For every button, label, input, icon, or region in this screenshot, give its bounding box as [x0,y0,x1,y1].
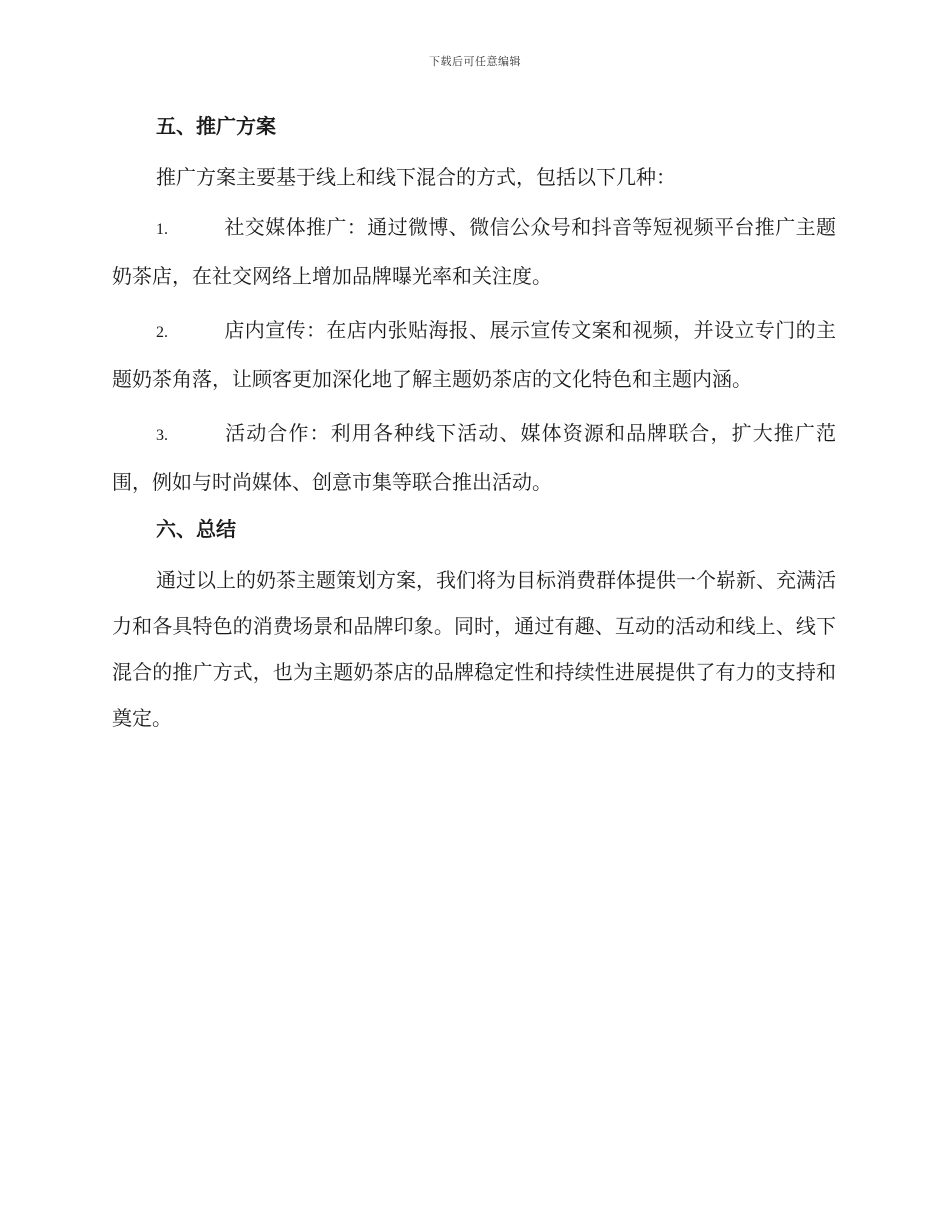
section-6-body: 通过以上的奶茶主题策划方案，我们将为目标消费群体提供一个崭新、充满活力和各具特色的消费场景和品牌印象。同时，通过有趣、互动的活动和线上、线下混合的推广方式，也为主题奶茶店的品牌稳定性和持续性进展提供了有力的支持和奠定。 [112,568,836,730]
list-item-3 [112,410,836,505]
list-item-2 [112,307,836,402]
document-body [112,108,836,741]
list-item-3-text: 活动合作：利用各种线下活动、媒体资源和品牌联合，扩大推广范围，例如与时尚媒体、创意市集等联合推出活动。 [112,421,836,494]
list-item-3-number: 3. [156,427,168,444]
section-5-heading: 五、推广方案 [156,114,276,138]
list-item-1-text: 社交媒体推广：通过微博、微信公众号和抖音等短视频平台推广主题奶茶店，在社交网络上增加品牌曝光率和关注度。 [112,215,836,288]
list-item-1 [112,204,836,299]
list-item-2-text: 店内宣传：在店内张贴海报、展示宣传文案和视频，并设立专门的主题奶茶角落，让顾客更加深化地了解主题奶茶店的文化特色和主题内涵。 [112,318,836,391]
list-item-1-number: 1. [156,221,168,238]
section-5-intro: 推广方案主要基于线上和线下混合的方式，包括以下几种： [156,165,676,189]
header-note: 下载后可任意编辑 [429,55,521,68]
list-item-2-number: 2. [156,324,168,341]
section-6-heading: 六、总结 [156,517,236,541]
